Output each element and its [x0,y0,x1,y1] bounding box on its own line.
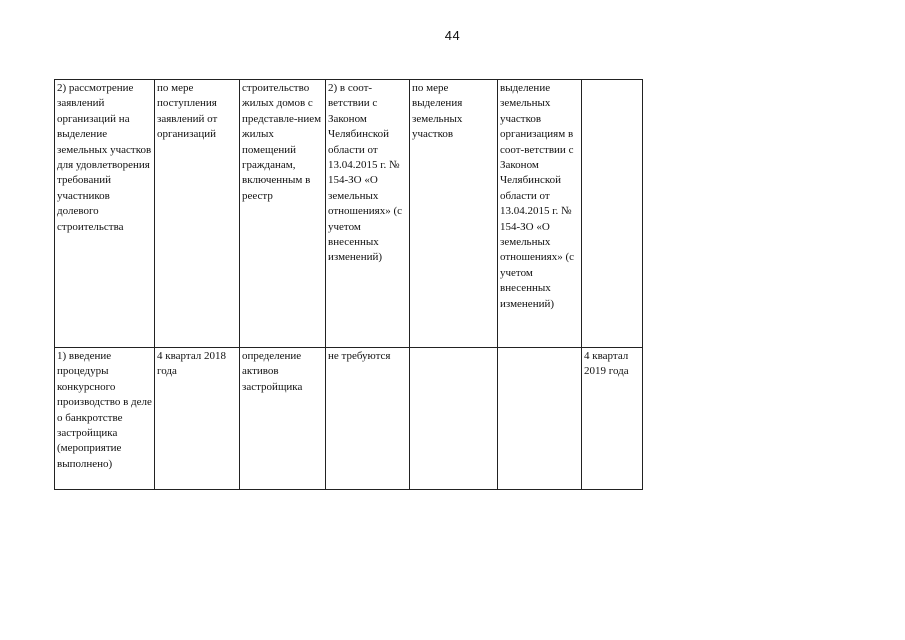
table-cell-result: строительство жилых домов с представле-нием жилых помещений гражданам, включенным в реестр [240,80,326,348]
table-cell-timing [410,348,498,490]
table-cell-measure: 2) рассмотрение заявлений организаций на выделение земельных участков для удовлетворения требований участников долевого строительства [55,80,155,348]
table-cell-completion [582,80,643,348]
table-cell-deadline: 4 квартал 2018 года [155,348,240,490]
table-cell-legal-basis: 2) в соот-ветствии с Законом Челябинской области от 13.04.2015 г. № 154-ЗО «О земельных отношениях» (с учетом внесенных изменений) [326,80,410,348]
table-cell-measure: 1) введение процедуры конкурсного производство в деле о банкротстве застройщика (мероприятие выполнено) [55,348,155,490]
table-cell-legal-basis: не требуются [326,348,410,490]
table-row [55,348,643,490]
table-cell-action: выделение земельных участков организациям в соот-ветствии с Законом Челябинской области от 13.04.2015 г. № 154-ЗО «О земельных отношениях» (с учетом внесенных изменений) [498,80,582,348]
table-row [55,80,643,348]
table-cell-action [498,348,582,490]
table-cell-deadline: по мере поступления заявлений от организаций [155,80,240,348]
table-cell-timing: по мере выделения земельных участков [410,80,498,348]
measures-table [54,79,643,490]
table-cell-completion: 4 квартал 2019 года [582,348,643,490]
page-number: 44 [444,28,461,43]
table-cell-result: определение активов застройщика [240,348,326,490]
